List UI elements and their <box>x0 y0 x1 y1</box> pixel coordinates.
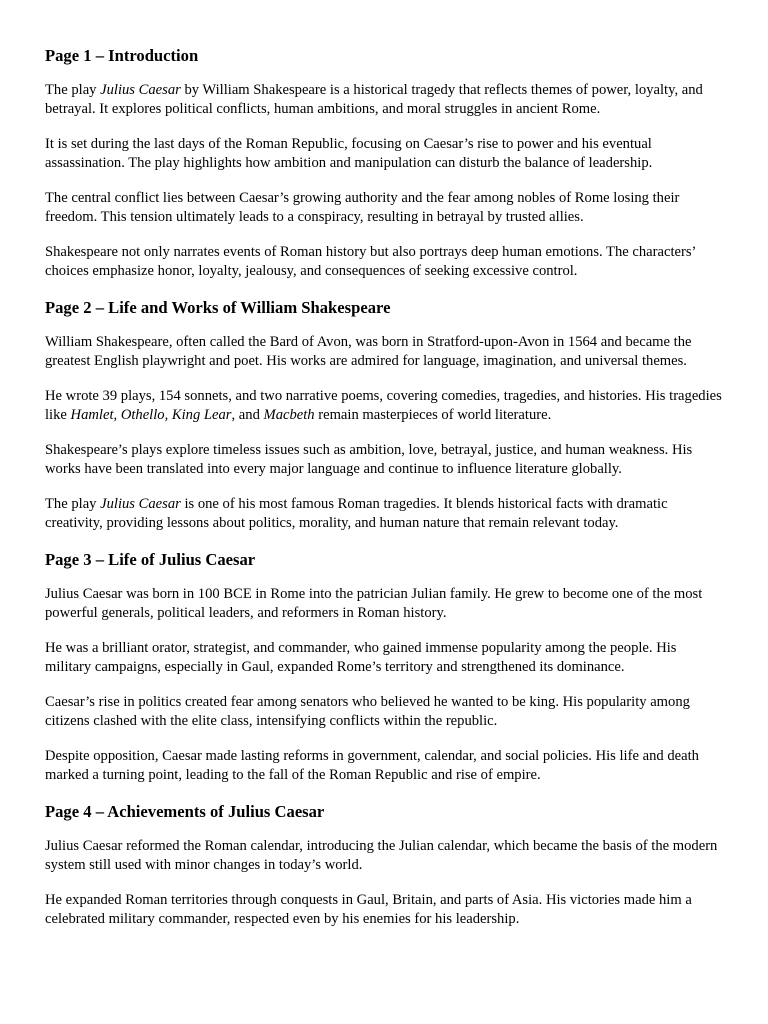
text-run: He expanded Roman territories through conquests in Gaul, Britain, and parts of Asia. His victories made him a celebrated military commander, respected even by his enemies for his leadership. <box>45 892 692 927</box>
play-title: Julius Caesar <box>100 82 181 98</box>
paragraph <box>45 891 725 928</box>
play-title: Julius Caesar <box>100 496 181 512</box>
play-title: Hamlet <box>70 406 114 423</box>
play-title: Macbeth <box>263 406 315 423</box>
text-run: It is set during the last days of the Roman Republic, focusing on Caesar’s rise to power and his eventual assassination. The play highlights how ambition and manipulation can disturb the balance of leadership. <box>45 136 653 171</box>
text-run: , <box>113 406 121 423</box>
paragraph <box>45 135 725 172</box>
text-run: He was a brilliant orator, strategist, and commander, who gained immense popularity among the people. His military campaigns, especially in Gaul, expanded Rome’s territory and strengthened its dominance. <box>45 640 677 675</box>
text-run: Caesar’s rise in politics created fear among senators who believed he wanted to be king. His popularity among citizens clashed with the elite class, intensifying conflicts within the republic. <box>45 694 690 729</box>
text-run: Julius Caesar reformed the Roman calendar, introducing the Julian calendar, which became the basis of the modern system still used with minor changes in today’s world. <box>45 838 718 873</box>
section-introduction <box>45 45 725 280</box>
paragraph <box>45 189 725 226</box>
text-run: He wrote 39 plays, 154 sonnets, and two narrative poems, covering comedies, tragedies, and histories. His tragedies like <box>45 388 722 423</box>
section-heading: Page 3 – Life of Julius Caesar <box>45 550 256 569</box>
play-title: Othello <box>120 406 165 423</box>
paragraph <box>45 333 725 370</box>
text-run: Despite opposition, Caesar made lasting reforms in government, calendar, and social policies. His life and death marked a turning point, leading to the fall of the Roman Republic and rise of empire. <box>45 748 699 783</box>
text-run: remain masterpieces of world literature. <box>314 406 552 423</box>
paragraph <box>45 81 725 118</box>
text-run: , and <box>231 406 264 423</box>
text-run: The central conflict lies between Caesar’s growing authority and the fear among nobles of Rome losing their freedom. This tension ultimately leads to a conspiracy, resulting in betrayal by trusted allies. <box>45 190 680 225</box>
paragraph <box>45 747 725 784</box>
paragraph <box>45 495 725 532</box>
paragraph <box>45 639 725 676</box>
text-run: is one of his most famous Roman tragedies. It blends historical facts with dramatic creativity, providing lessons about politics, morality, and human nature that remain relevant today. <box>45 496 668 531</box>
paragraph <box>45 387 725 424</box>
text-run: Shakespeare’s plays explore timeless issues such as ambition, love, betrayal, justice, and human weakness. His works have been translated into every major language and continue to influence literature globally. <box>45 442 693 477</box>
play-title: King Lear <box>171 406 232 423</box>
section-heading: Page 4 – Achievements of Julius Caesar <box>45 802 325 821</box>
document-page <box>45 45 725 945</box>
text-run: The play <box>45 82 101 98</box>
section-heading: Page 1 – Introduction <box>45 46 199 65</box>
text-run: William Shakespeare, often called the Bard of Avon, was born in Stratford-upon-Avon in 1564 and became the greatest English playwright and poet. His works are admired for language, imagination, and universal themes. <box>45 334 692 369</box>
text-run: Shakespeare not only narrates events of Roman history but also portrays deep human emotions. The characters’ choices emphasize honor, loyalty, jealousy, and consequences of seeking excessive control. <box>45 244 696 279</box>
text-run: The play <box>45 496 101 512</box>
text-run: Julius Caesar was born in 100 BCE in Rome into the patrician Julian family. He grew to become one of the most powerful generals, political leaders, and reformers in Roman history. <box>45 586 703 621</box>
section-achievements <box>45 801 725 928</box>
paragraph <box>45 441 725 478</box>
section-heading: Page 2 – Life and Works of William Shakespeare <box>45 298 391 317</box>
paragraph <box>45 585 725 622</box>
text-run: , <box>164 406 172 423</box>
paragraph <box>45 693 725 730</box>
text-run: by William Shakespeare is a historical tragedy that reflects themes of power, loyalty, and betrayal. It explores political conflicts, human ambitions, and moral struggles in ancient Rome. <box>45 82 703 117</box>
paragraph <box>45 837 725 874</box>
section-life-of-caesar <box>45 549 725 784</box>
paragraph <box>45 243 725 280</box>
section-life-and-works <box>45 297 725 532</box>
